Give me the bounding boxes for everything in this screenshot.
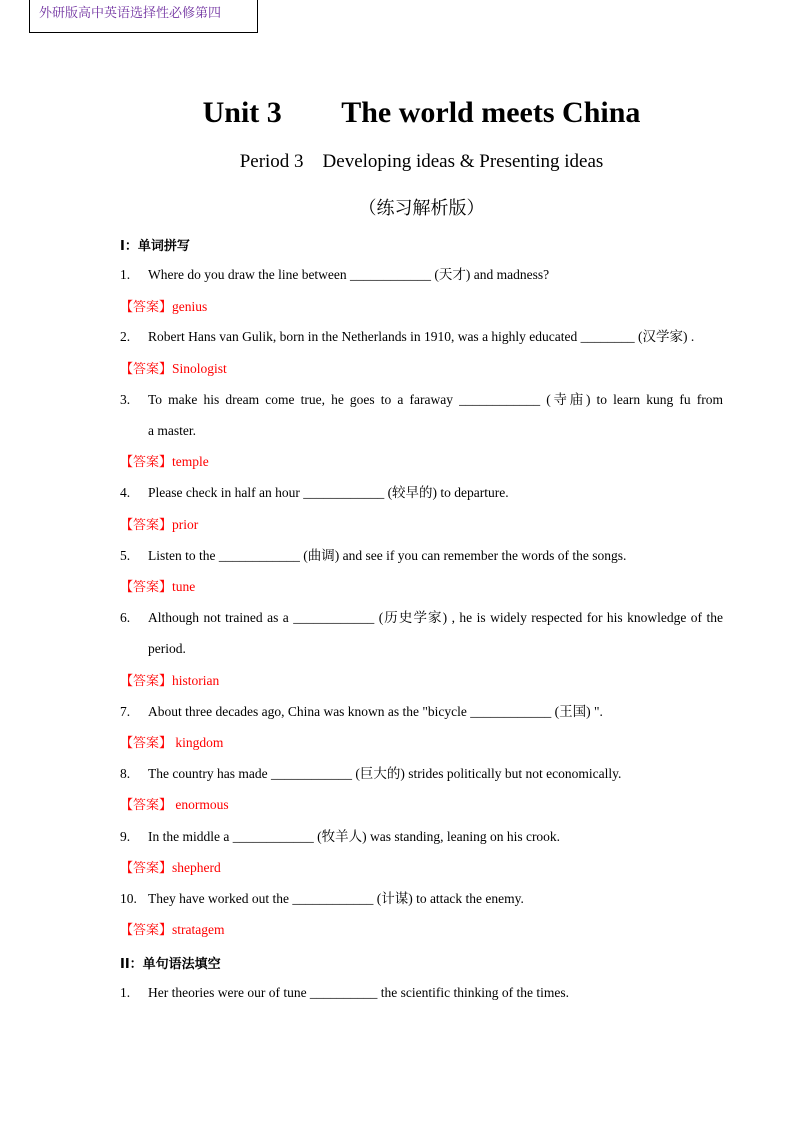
answer-line [120,359,227,380]
question-text: Although not trained as a ____________ (历史学家) , he is widely respected for his knowledge of the [148,610,723,625]
answer-text: temple [172,454,209,469]
section-heading-vocabulary: I：单词拼写 [120,239,190,254]
answer-text: prior [172,517,199,532]
question-number: 9. [120,829,131,844]
question-item [120,977,723,1008]
answer-line [120,858,221,879]
question-item [120,696,723,727]
answer-label: 【答案】 [120,736,173,751]
question-text: The country has made ____________ (巨大的) strides politically but not economically. [148,766,622,781]
answer-label: 【答案】 [120,455,173,470]
question-text: About three decades ago, China was known as the "bicycle ____________ (王国) ". [148,704,603,719]
question-number: 1. [120,985,131,1000]
answer-label: 【答案】 [120,362,173,377]
answer-text: genius [172,299,208,314]
question-item [120,321,723,352]
question-number: 1. [120,267,131,282]
answer-text: historian [172,673,220,688]
question-item [120,821,723,852]
page-subtitle: Period 3 Developing ideas & Presenting ideas [239,151,604,172]
question-text: Robert Hans van Gulik, born in the Netherlands in 1910, was a highly educated ________ (汉学家) . [148,329,695,344]
answer-label: 【答案】 [120,300,173,315]
question-text: To make his dream come true, he goes to a faraway ____________ (寺庙) to learn kung fu from [148,392,723,407]
question-item [120,259,723,290]
question-text: In the middle a ____________ (牧羊人) was standing, leaning on his crook. [148,829,561,844]
question-text: They have worked out the ____________ (计谋) to attack the enemy. [148,891,524,906]
answer-label: 【答案】 [120,518,173,533]
answer-line [120,515,198,536]
answer-line [120,577,195,598]
answer-label: 【答案】 [120,923,173,938]
answer-line [120,733,223,754]
answer-line [120,795,229,816]
question-item [120,758,723,789]
question-item [120,883,723,914]
question-item [120,384,723,446]
answer-line [120,920,225,941]
question-number: 8. [120,766,131,781]
question-item [120,602,723,664]
answer-text: Sinologist [172,361,227,376]
question-number: 5. [120,548,131,563]
question-number: 4. [120,485,131,500]
section-heading-grammar: II：单句语法填空 [120,957,221,972]
answer-text: tune [172,579,196,594]
answer-label: 【答案】 [120,674,173,689]
question-number: 10. [120,891,137,906]
question-number: 6. [120,610,131,625]
answer-text: kingdom [172,735,224,750]
answer-label: 【答案】 [120,580,173,595]
header-label: 外研版高中英语选择性必修第四 [29,0,258,33]
answer-text: stratagem [172,922,225,937]
answer-line [120,452,209,473]
answer-label: 【答案】 [120,798,173,813]
answer-text: shepherd [172,860,221,875]
question-text-continued: a master. [148,423,196,438]
question-item [120,477,723,508]
question-text: Where do you draw the line between ____________ (天才) and madness? [148,267,550,282]
answer-line [120,297,207,318]
question-number: 3. [120,392,131,407]
answer-label: 【答案】 [120,861,173,876]
question-number: 7. [120,704,131,719]
page-title: Unit 3 The world meets China [202,96,641,129]
question-item [120,540,723,571]
question-number: 2. [120,329,131,344]
answer-line [120,671,219,692]
answer-text: enormous [172,797,229,812]
version-label: （练习解析版） [358,198,485,219]
question-text: Listen to the ____________ (曲调) and see if you can remember the words of the songs. [148,548,627,563]
question-text: Please check in half an hour ____________ (较早的) to departure. [148,485,509,500]
question-text-continued: period. [148,641,186,656]
question-text: Her theories were our of tune __________ the scientific thinking of the times. [148,985,570,1000]
